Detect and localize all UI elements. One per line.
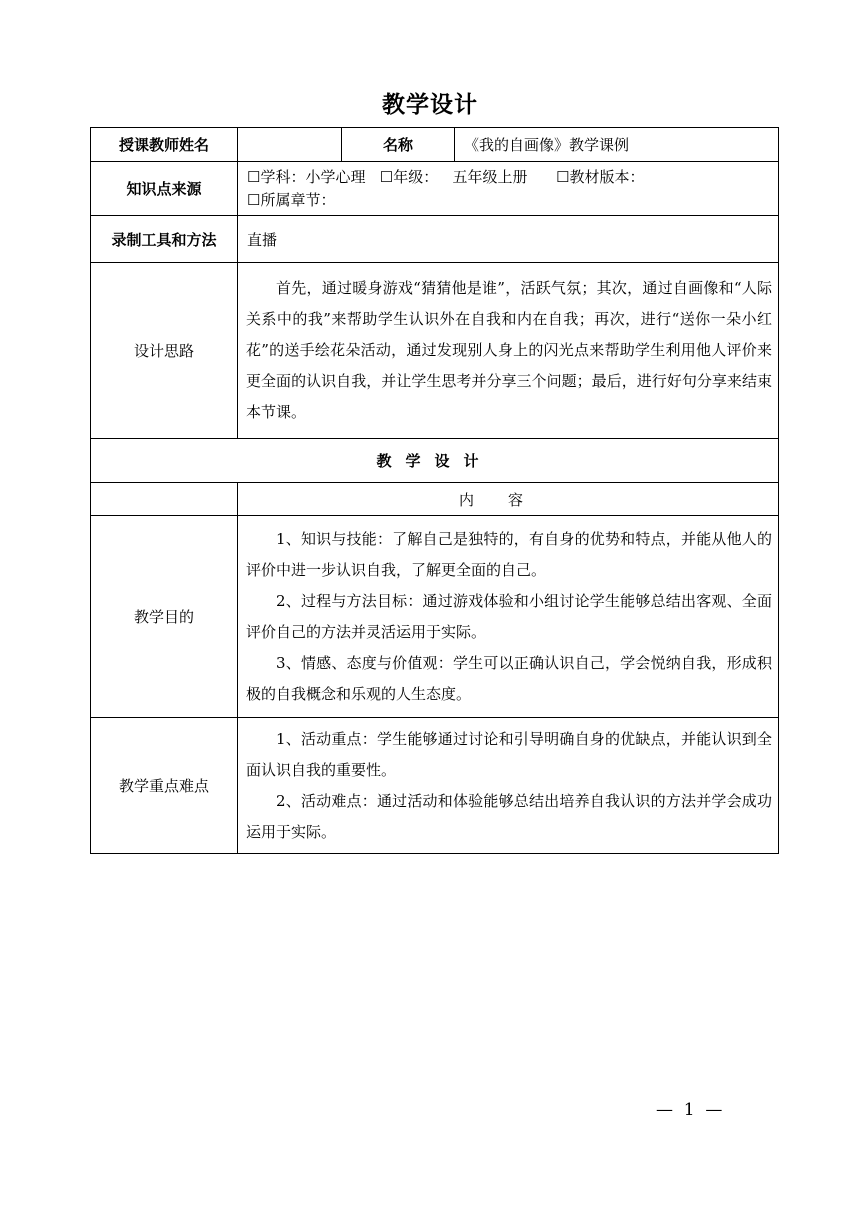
key-points-label: 教学重点难点	[91, 718, 238, 854]
key-item-1: 1、活动重点：学生能够通过讨论和引导明确自身的优缺点，并能认识到全面认识自我的重要性。	[246, 729, 772, 779]
key-item-2: 2、活动难点：通过活动和体验能够总结出培养自我认识的方法并学会成功运用于实际。	[246, 791, 772, 841]
recording-method-label: 录制工具和方法	[91, 216, 238, 263]
row-teacher	[91, 128, 779, 162]
teacher-name-label: 授课教师姓名	[91, 128, 238, 162]
source-line-2: ☐所属章节：	[247, 190, 336, 209]
row-recording	[91, 216, 779, 263]
row-key-points	[91, 718, 779, 854]
teaching-goals-label: 教学目的	[91, 516, 238, 718]
row-design-idea	[91, 263, 779, 439]
row-knowledge-source	[91, 162, 779, 216]
recording-method-value: 直播	[238, 216, 779, 263]
knowledge-source-label: 知识点来源	[91, 162, 238, 216]
goal-item-3: 3、情感、态度与价值观：学生可以正确认识自己，学会悦纳自我，形成积极的自我概念和乐观的人生态度。	[246, 653, 772, 703]
key-points-text	[238, 718, 779, 854]
teaching-goals-text	[238, 516, 779, 718]
source-line-1: ☐学科：小学心理 ☐年级： 五年级上册 ☐教材版本：	[247, 167, 645, 186]
row-content-header	[91, 483, 779, 516]
row-teaching-goals	[91, 516, 779, 718]
document-title: 教学设计	[382, 92, 478, 118]
course-name-value: 《我的自画像》教学课例	[455, 128, 779, 162]
course-name-label: 名称	[342, 128, 455, 162]
lesson-design-table	[90, 127, 779, 854]
teacher-name-value	[238, 128, 342, 162]
knowledge-source-value	[238, 162, 779, 216]
goal-item-1: 1、知识与技能：了解自己是独特的，有自身的优势和特点，并能从他人的评价中进一步认识自我，了解更全面的自己。	[246, 529, 772, 579]
content-header: 内容	[238, 483, 779, 516]
content-header-blank	[91, 483, 238, 516]
page-number: — 1 —	[656, 1100, 723, 1120]
design-idea-label: 设计思路	[91, 263, 238, 439]
row-section-header	[91, 439, 779, 483]
goal-item-2: 2、过程与方法目标：通过游戏体验和小组讨论学生能够总结出客观、全面评价自己的方法并灵活运用于实际。	[246, 591, 772, 641]
design-idea-text: 首先，通过暖身游戏“猜猜他是谁”，活跃气氛；其次，通过自画像和“人际关系中的我”来帮助学生认识外在自我和内在自我；再次，进行“送你一朵小红花”的送手绘花朵活动，通过发现别人身上的闪光点来帮助学生利用他人评价来更全面的认识自我，并让学生思考并分享三个问题；最后，进行好句分享来结束本节课。	[238, 263, 779, 439]
section-header: 教学设计	[91, 439, 779, 483]
